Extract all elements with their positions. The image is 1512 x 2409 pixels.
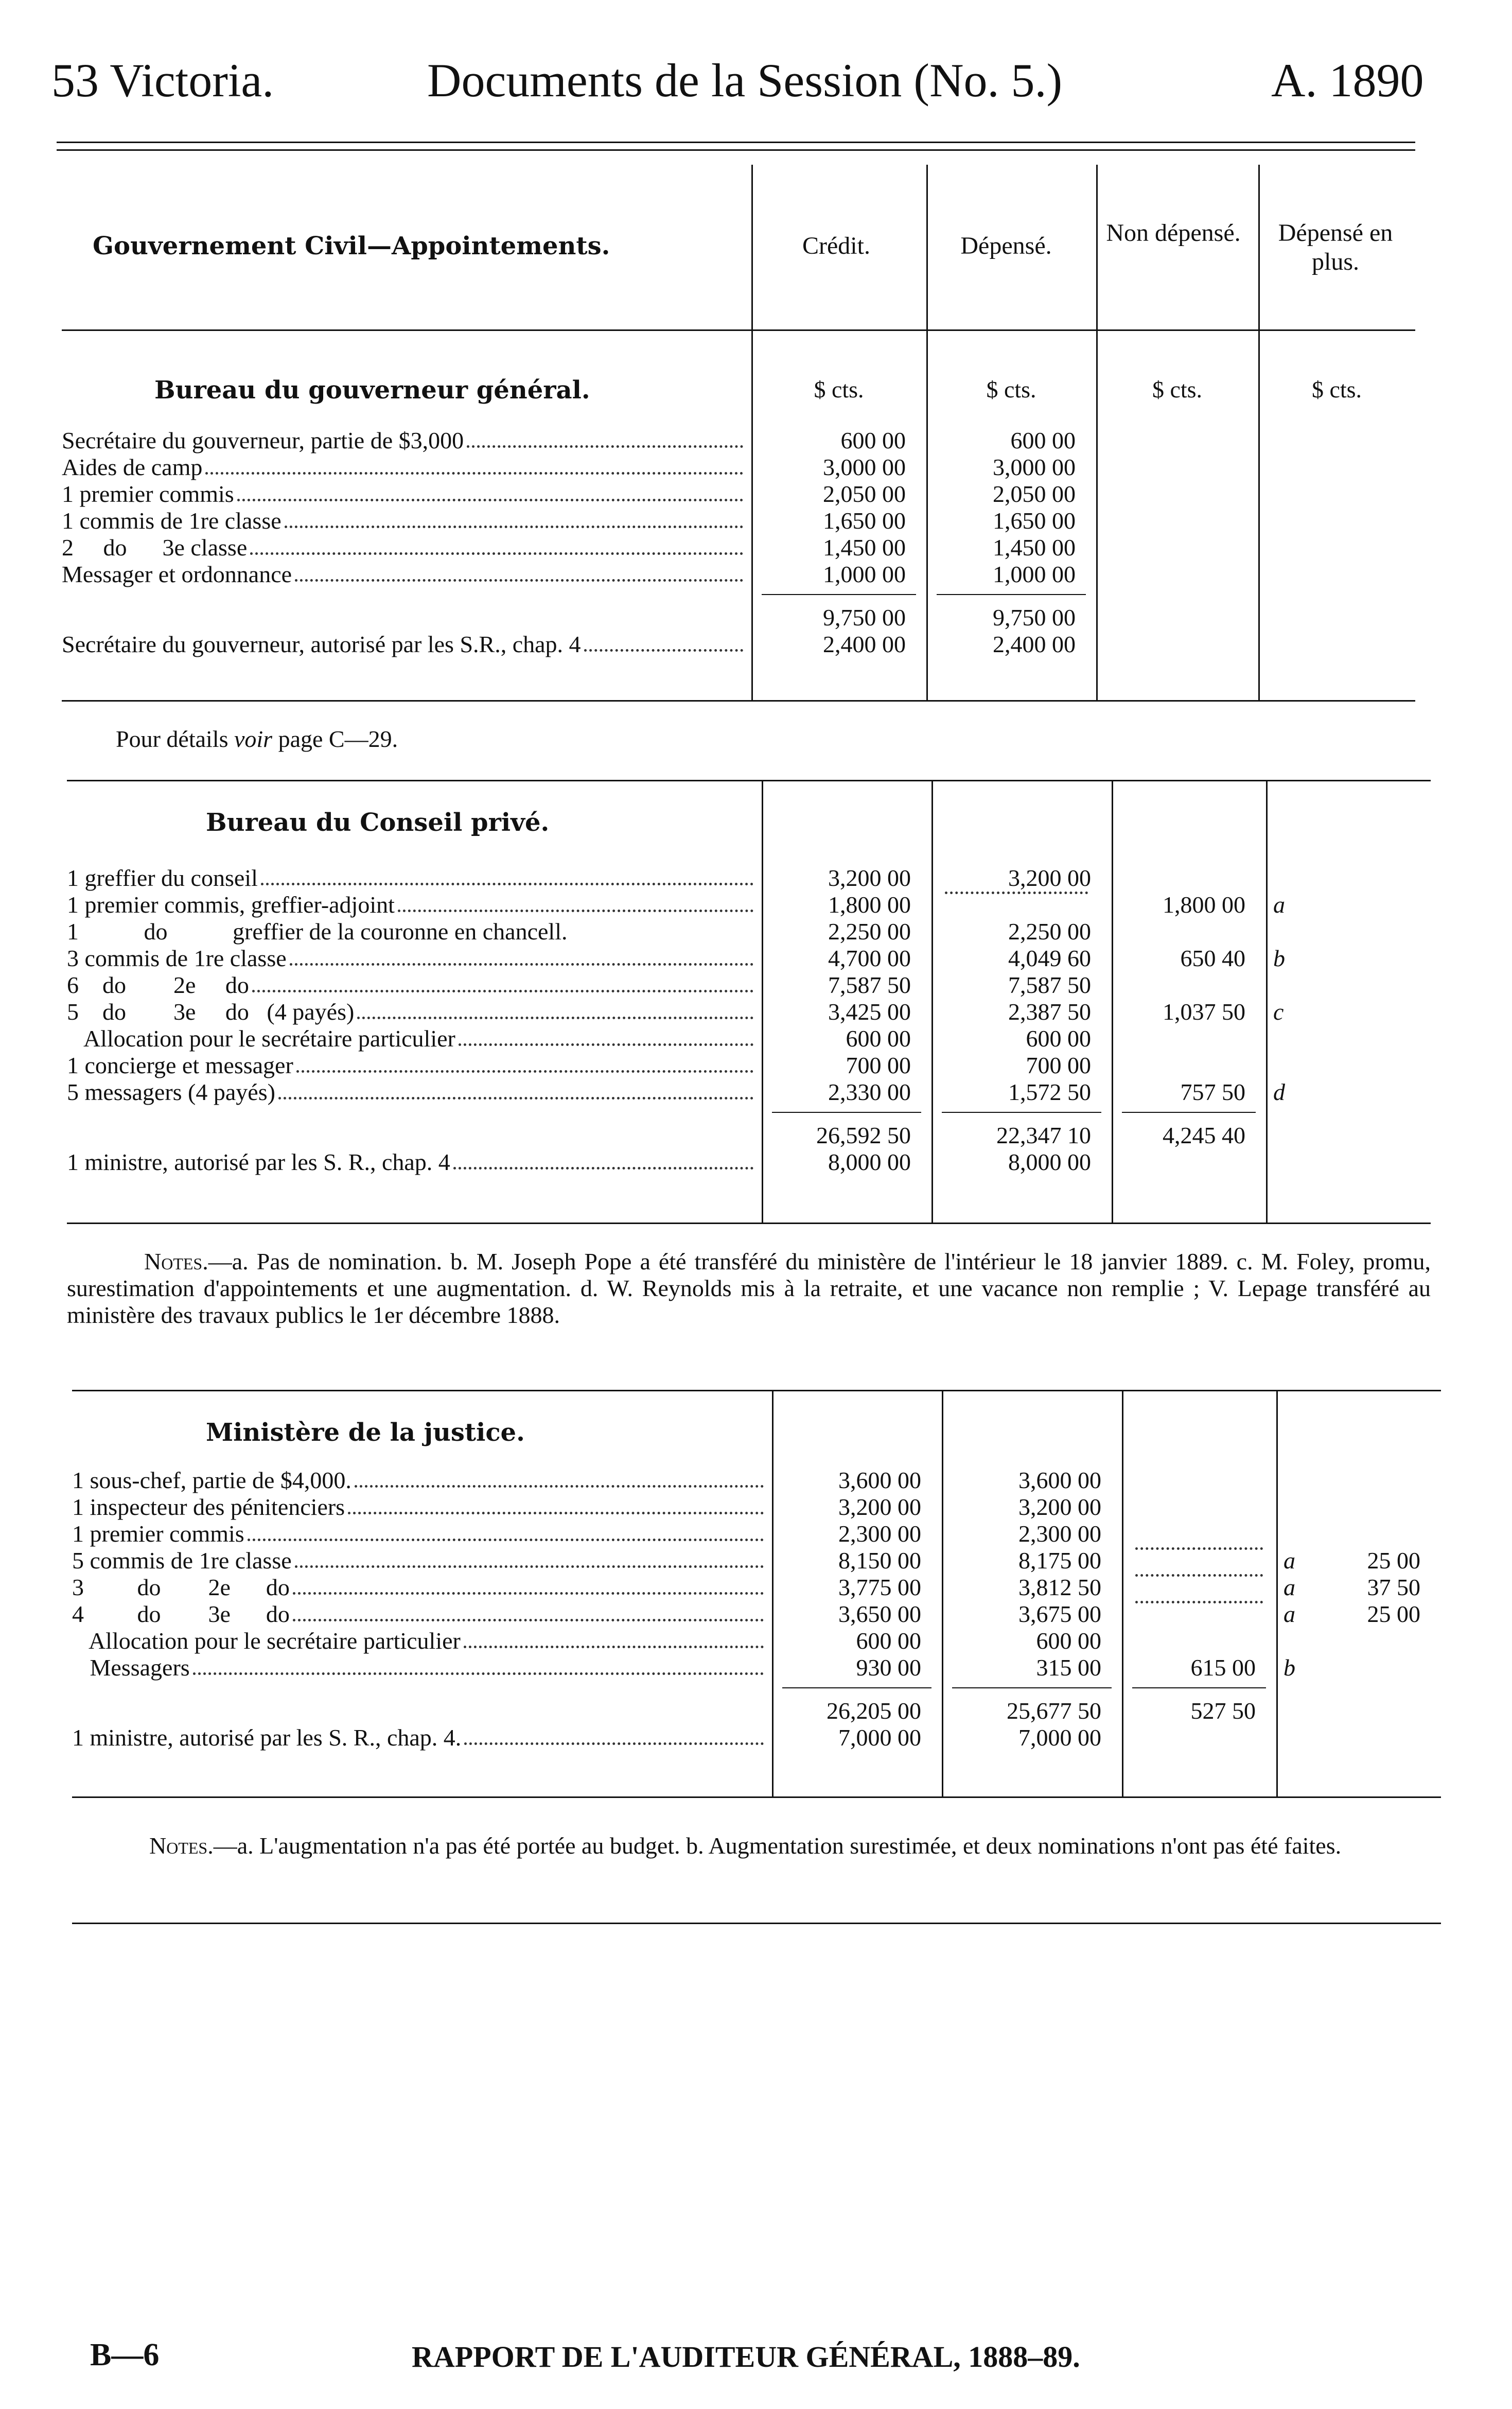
cell-plus: 37 50 xyxy=(1367,1574,1420,1600)
cell-credit: 2,330 00 xyxy=(828,1079,911,1105)
sum-rule xyxy=(937,594,1086,595)
header-page-ref: A. 1890 xyxy=(1271,54,1424,107)
notes-bottom-rule xyxy=(72,1923,1441,1924)
note-letter: a xyxy=(1273,892,1285,918)
row-label: 3 do 2e do xyxy=(72,1574,290,1600)
cell-depense: 3,675 00 xyxy=(1018,1601,1101,1627)
dot-leader xyxy=(945,892,1088,894)
table-row xyxy=(0,427,1512,454)
row-label-container xyxy=(67,892,757,918)
row-label: 1 inspecteur des pénitenciers xyxy=(72,1494,345,1520)
sum-rule xyxy=(1132,1687,1266,1688)
dot-leader xyxy=(193,1654,764,1675)
dot-leader xyxy=(278,1079,753,1099)
note-letter: a xyxy=(1284,1574,1295,1600)
table-row xyxy=(0,1494,1512,1521)
cell-depense: 9,750 00 xyxy=(993,604,1076,631)
cell-credit: 7,000 00 xyxy=(838,1724,921,1751)
row-label-container xyxy=(72,1547,767,1574)
row-label: 2 do 3e classe xyxy=(62,534,248,561)
row-label-container xyxy=(67,918,757,945)
row-label-container xyxy=(67,1079,757,1106)
dot-leader xyxy=(205,454,743,475)
cell-depense: 2,400 00 xyxy=(993,631,1076,657)
cell-credit: 1,450 00 xyxy=(823,534,906,561)
cell-credit: 26,205 00 xyxy=(827,1698,921,1724)
table-title: Gouvernement Civil—Appointements. xyxy=(93,232,610,260)
cell-depense: 8,000 00 xyxy=(1008,1149,1091,1175)
cell-credit: 4,700 00 xyxy=(828,945,911,971)
row-label: 6 do 2e do xyxy=(67,972,249,998)
subtotal-row xyxy=(0,604,1512,631)
row-label-container xyxy=(62,454,746,481)
section-title: Bureau du Conseil privé. xyxy=(206,808,550,837)
row-label: Secrétaire du gouverneur, partie de $3,000 xyxy=(62,427,464,453)
row-label: 1 premier commis xyxy=(72,1521,244,1547)
header-session-year: 53 Victoria. xyxy=(51,54,274,107)
table-row xyxy=(0,481,1512,508)
row-label: Allocation pour le secrétaire particulier xyxy=(72,1628,461,1654)
row-label: 1 premier commis xyxy=(62,481,234,507)
table-row xyxy=(0,1574,1512,1601)
cell-depense: 2,387 50 xyxy=(1008,999,1091,1025)
cell-credit: 600 00 xyxy=(846,1025,911,1052)
row-label-container xyxy=(72,1574,767,1601)
dot-leader xyxy=(398,892,753,912)
cell-non: 4,245 40 xyxy=(1163,1122,1245,1148)
cell-credit: 600 00 xyxy=(856,1628,921,1654)
row-label: Messagers xyxy=(72,1654,190,1681)
row-label-container xyxy=(72,1601,767,1628)
cell-credit: 2,400 00 xyxy=(823,631,906,657)
dot-leader xyxy=(295,561,743,582)
dot-leader xyxy=(285,508,743,528)
table-row xyxy=(0,534,1512,561)
row-label: Messager et ordonnance xyxy=(62,561,292,587)
cell-credit: 3,775 00 xyxy=(838,1574,921,1600)
note-letter: b xyxy=(1273,945,1285,971)
table-row xyxy=(0,1052,1512,1079)
dot-leader xyxy=(467,427,743,448)
subtotal-row xyxy=(0,1698,1512,1724)
footer-report-title: RAPPORT DE L'AUDITEUR GÉNÉRAL, 1888–89. xyxy=(412,2340,1080,2373)
table-row xyxy=(0,1521,1512,1547)
non-depense-dots xyxy=(1132,1574,1266,1583)
minister-row xyxy=(0,1149,1512,1176)
table-row xyxy=(0,918,1512,945)
dot-leader xyxy=(252,972,753,992)
cell-depense: 3,000 00 xyxy=(993,454,1076,480)
cell-credit: 2,250 00 xyxy=(828,918,911,945)
row-label-container xyxy=(62,427,746,454)
subtotal-row xyxy=(0,1122,1512,1149)
section-note xyxy=(116,726,1402,753)
column-unit-label: $ cts. xyxy=(1152,376,1203,403)
row-label: 1 ministre, autorisé par les S. R., chap. 4. xyxy=(72,1724,462,1751)
column-header-credit: Crédit. xyxy=(802,232,870,259)
row-label-container xyxy=(72,1654,767,1681)
cell-depense: 600 00 xyxy=(1026,1025,1091,1052)
row-label: 5 do 3e do (4 payés) xyxy=(67,999,355,1025)
section-top-rule xyxy=(62,329,1415,331)
table-row xyxy=(0,508,1512,534)
cell-depense: 1,572 50 xyxy=(1008,1079,1091,1105)
minister-row xyxy=(0,631,1512,658)
column-unit-label: $ cts. xyxy=(814,376,864,403)
row-label: Aides de camp xyxy=(62,454,203,480)
cell-depense: 315 00 xyxy=(1036,1654,1101,1681)
empty-cell-dots xyxy=(942,892,1091,900)
row-label-container xyxy=(62,508,746,534)
column-unit-label: $ cts. xyxy=(1311,376,1362,403)
cell-non: 650 40 xyxy=(1180,945,1245,971)
cell-credit: 2,300 00 xyxy=(838,1521,921,1547)
note-letter: a xyxy=(1284,1601,1295,1627)
section-title: Bureau du gouverneur général. xyxy=(154,376,590,405)
cell-depense: 7,587 50 xyxy=(1008,972,1091,998)
table-row xyxy=(0,865,1512,892)
dot-leader xyxy=(290,945,753,966)
cell-non: 1,037 50 xyxy=(1163,999,1245,1025)
cell-credit: 3,200 00 xyxy=(828,865,911,891)
table-row xyxy=(0,1467,1512,1494)
table-row xyxy=(0,1079,1512,1106)
non-depense-dots xyxy=(1132,1601,1266,1610)
note-letter: b xyxy=(1284,1654,1295,1681)
table-row xyxy=(0,454,1512,481)
row-label-container xyxy=(67,972,757,999)
cell-depense: 2,050 00 xyxy=(993,481,1076,507)
dot-leader xyxy=(1135,1601,1263,1603)
header-rule-bottom xyxy=(57,149,1415,151)
row-label-container xyxy=(67,945,757,972)
row-label-container xyxy=(72,1467,767,1494)
dot-leader xyxy=(355,1467,764,1488)
row-label-container xyxy=(67,1052,757,1079)
dot-leader xyxy=(296,1052,753,1073)
cell-depense: 25,677 50 xyxy=(1007,1698,1101,1724)
section-notes xyxy=(72,1832,1441,1859)
cell-depense: 700 00 xyxy=(1026,1052,1091,1078)
table-row xyxy=(0,1628,1512,1654)
row-label: 1 sous-chef, partie de $4,000. xyxy=(72,1467,351,1493)
cell-credit: 3,600 00 xyxy=(838,1467,921,1493)
notes-text: —a. Pas de nomination. b. M. Joseph Pope a été transféré du ministère de l'intérieur le 18 janvier 1889. c. M. Foley, promu, surestimation d'appointements et une augmentation. d. W. Reynolds mis à la retraite, et une vacance non remplie ; V. Lepage transféré au ministère des travaux publics le 1er décembre 1888. xyxy=(67,1248,1431,1328)
row-label-container xyxy=(62,481,746,508)
row-label-container xyxy=(72,1494,767,1521)
cell-credit: 3,425 00 xyxy=(828,999,911,1025)
cell-depense: 3,200 00 xyxy=(1018,1494,1101,1520)
section-notes xyxy=(67,1248,1431,1329)
cell-credit: 3,650 00 xyxy=(838,1601,921,1627)
notes-text: —a. L'augmentation n'a pas été portée au budget. b. Augmentation surestimée, et deux nominations n'ont pas été faites. xyxy=(213,1832,1342,1859)
dot-leader xyxy=(293,1601,764,1621)
table-row xyxy=(0,561,1512,588)
cell-credit: 1,650 00 xyxy=(823,508,906,534)
dot-leader xyxy=(293,1574,764,1595)
notes-heading: Notes. xyxy=(149,1832,214,1859)
section-bottom-rule xyxy=(62,700,1415,702)
row-label-container xyxy=(67,865,757,892)
notes-heading: Notes. xyxy=(144,1248,208,1275)
row-label-container xyxy=(72,1628,767,1654)
table-row xyxy=(0,972,1512,999)
sum-rule xyxy=(942,1112,1101,1113)
row-label: 3 commis de 1re classe xyxy=(67,945,287,971)
cell-depense: 2,250 00 xyxy=(1008,918,1091,945)
note-italic: voir xyxy=(234,726,273,752)
row-label-container xyxy=(62,631,746,658)
note-text: Pour détails xyxy=(116,726,234,752)
cell-non: 527 50 xyxy=(1190,1698,1256,1724)
section-top-rule xyxy=(72,1390,1441,1391)
table-row xyxy=(0,1654,1512,1681)
cell-credit: 26,592 50 xyxy=(816,1122,911,1148)
dot-leader xyxy=(248,1521,764,1541)
section-title: Ministère de la justice. xyxy=(206,1418,525,1447)
cell-credit: 3,000 00 xyxy=(823,454,906,480)
note-letter: a xyxy=(1284,1547,1295,1574)
table-row xyxy=(0,892,1512,918)
cell-credit: 8,000 00 xyxy=(828,1149,911,1175)
cell-depense: 600 00 xyxy=(1036,1628,1101,1654)
dot-leader xyxy=(1135,1574,1263,1577)
dot-leader xyxy=(261,865,753,885)
row-label: 5 commis de 1re classe xyxy=(72,1547,292,1574)
cell-credit: 9,750 00 xyxy=(823,604,906,631)
row-label: 1 do greffier de la couronne en chancell. xyxy=(67,918,568,945)
cell-credit: 600 00 xyxy=(840,427,906,453)
note-letter: d xyxy=(1273,1079,1285,1105)
footer-page-number: B—6 xyxy=(90,2337,160,2372)
row-label: 1 greffier du conseil xyxy=(67,865,258,891)
header-document-title: Documents de la Session (No. 5.) xyxy=(427,54,1063,107)
table-row xyxy=(0,1547,1512,1574)
table-row xyxy=(0,999,1512,1025)
column-header-non-depense: Non dépensé. xyxy=(1106,219,1241,247)
column-unit-label: $ cts. xyxy=(986,376,1036,403)
cell-credit: 7,587 50 xyxy=(828,972,911,998)
cell-depense: 7,000 00 xyxy=(1018,1724,1101,1751)
table-row xyxy=(0,945,1512,972)
dot-leader xyxy=(464,1724,764,1745)
dot-leader xyxy=(584,631,743,652)
cell-credit: 3,200 00 xyxy=(838,1494,921,1520)
cell-depense: 3,812 50 xyxy=(1018,1574,1101,1600)
row-label-container xyxy=(72,1724,767,1751)
table-row xyxy=(0,1601,1512,1628)
row-label: 1 commis de 1re classe xyxy=(62,508,282,534)
cell-depense: 4,049 60 xyxy=(1008,945,1091,971)
dot-leader xyxy=(459,1025,753,1046)
cell-depense: 600 00 xyxy=(1010,427,1076,453)
dot-leader xyxy=(453,1149,753,1169)
section-bottom-rule xyxy=(67,1223,1431,1224)
table-row xyxy=(0,1025,1512,1052)
cell-credit: 930 00 xyxy=(856,1654,921,1681)
dot-leader xyxy=(295,1547,764,1568)
dot-leader xyxy=(1135,1547,1263,1550)
sum-rule xyxy=(1122,1112,1256,1113)
section-bottom-rule xyxy=(72,1796,1441,1798)
cell-depense: 3,200 00 xyxy=(1008,865,1091,891)
sum-rule xyxy=(952,1687,1112,1688)
minister-row xyxy=(0,1724,1512,1751)
row-label: 1 concierge et messager xyxy=(67,1052,293,1078)
cell-depense: 22,347 10 xyxy=(996,1122,1091,1148)
cell-non: 615 00 xyxy=(1190,1654,1256,1681)
cell-depense: 1,000 00 xyxy=(993,561,1076,587)
cell-depense: 8,175 00 xyxy=(1018,1547,1101,1574)
cell-credit: 2,050 00 xyxy=(823,481,906,507)
note-text: page C—29. xyxy=(272,726,398,752)
row-label: 1 ministre, autorisé par les S. R., chap. 4 xyxy=(67,1149,450,1175)
row-label: 1 premier commis, greffier-adjoint xyxy=(67,892,395,918)
note-letter: c xyxy=(1273,999,1284,1025)
row-label-container xyxy=(62,534,746,561)
header-rule-top xyxy=(57,142,1415,143)
row-label: Allocation pour le secrétaire particulier xyxy=(67,1025,455,1052)
sum-rule xyxy=(762,594,916,595)
dot-leader xyxy=(348,1494,764,1514)
row-label-container xyxy=(67,1025,757,1052)
column-header-depense: Dépensé. xyxy=(960,232,1052,259)
row-label-container xyxy=(62,561,746,588)
cell-non: 1,800 00 xyxy=(1163,892,1245,918)
dot-leader xyxy=(464,1628,764,1648)
row-label-container xyxy=(67,1149,757,1176)
non-depense-dots xyxy=(1132,1547,1266,1556)
row-label: 4 do 3e do xyxy=(72,1601,290,1627)
cell-credit: 1,800 00 xyxy=(828,892,911,918)
cell-depense: 3,600 00 xyxy=(1018,1467,1101,1493)
dot-leader xyxy=(250,534,743,555)
dot-leader xyxy=(357,999,753,1019)
section-top-rule xyxy=(67,780,1431,781)
sum-rule xyxy=(772,1112,921,1113)
row-label-container xyxy=(72,1521,767,1547)
cell-credit: 8,150 00 xyxy=(838,1547,921,1574)
cell-plus: 25 00 xyxy=(1367,1547,1420,1574)
row-label-container xyxy=(67,999,757,1025)
cell-credit: 1,000 00 xyxy=(823,561,906,587)
cell-non: 757 50 xyxy=(1180,1079,1245,1105)
dot-leader xyxy=(237,481,743,501)
row-label: Secrétaire du gouverneur, autorisé par les S.R., chap. 4 xyxy=(62,631,581,657)
cell-plus: 25 00 xyxy=(1367,1601,1420,1627)
cell-depense: 1,450 00 xyxy=(993,534,1076,561)
cell-credit: 700 00 xyxy=(846,1052,911,1078)
cell-depense: 1,650 00 xyxy=(993,508,1076,534)
column-header-depense-en-plus: Dépensé en plus. xyxy=(1278,219,1393,275)
sum-rule xyxy=(782,1687,931,1688)
row-label: 5 messagers (4 payés) xyxy=(67,1079,275,1105)
cell-depense: 2,300 00 xyxy=(1018,1521,1101,1547)
